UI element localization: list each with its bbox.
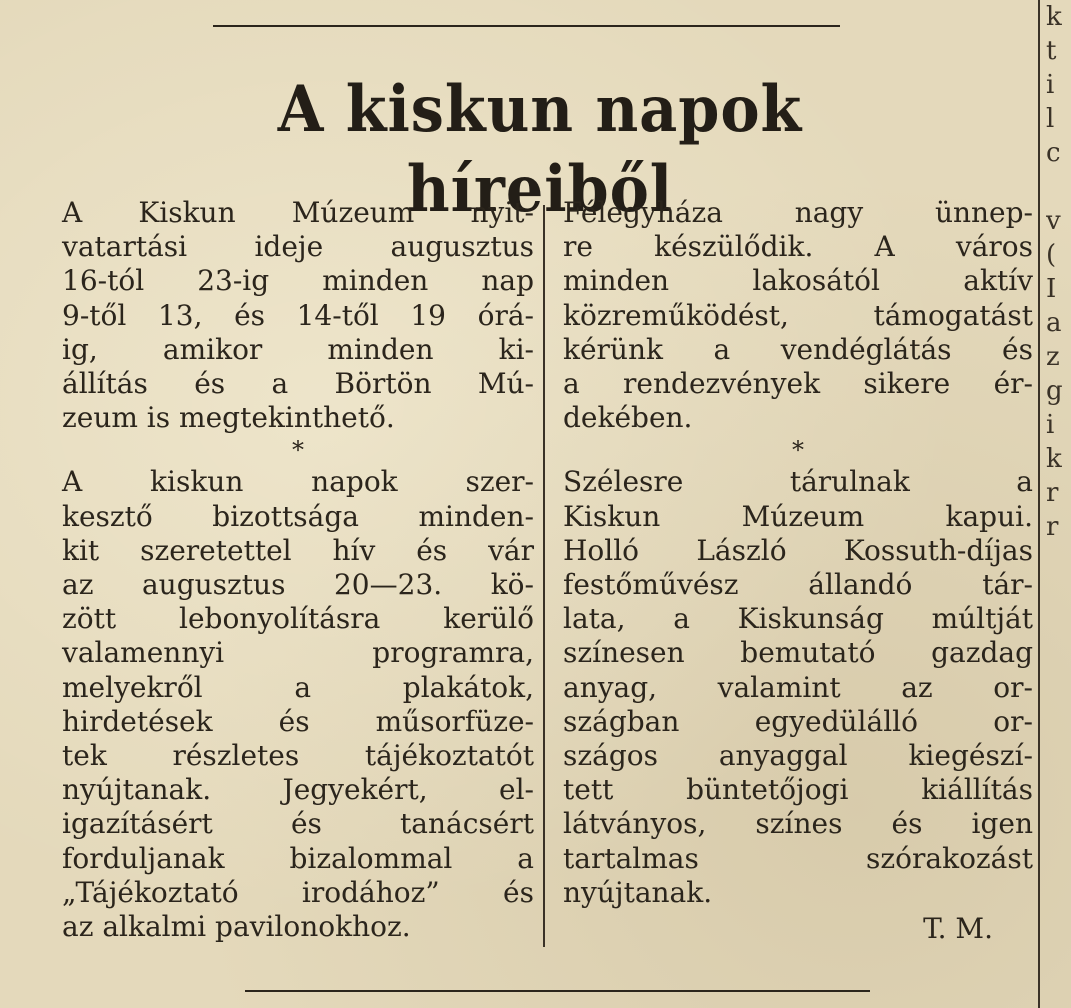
- text-line: tartalmas szórakozást: [563, 841, 1033, 875]
- headline: A kiskun napok híreiből: [277, 72, 803, 227]
- left-paragraph-2: [62, 465, 534, 944]
- edge-letter: [1046, 170, 1071, 204]
- edge-letter: c: [1046, 138, 1061, 168]
- text-line: állítás és a Börtön Mú-: [62, 367, 534, 401]
- text-line: Szélesre tárulnak a: [563, 465, 1033, 499]
- text-line: lata, a Kiskunság múltját: [563, 602, 1033, 636]
- bottom-rule: [245, 990, 870, 992]
- text-line: a rendezvények sikere ér-: [563, 367, 1033, 401]
- edge-letter: i: [1046, 410, 1055, 440]
- text-line: Holló László Kossuth-díjas: [563, 533, 1033, 567]
- text-line: festőművész állandó tár-: [563, 568, 1033, 602]
- text-line: melyekről a plakátok,: [62, 670, 534, 704]
- text-line: minden lakosától aktív: [563, 264, 1033, 298]
- author-signature: T. M.: [923, 912, 993, 946]
- right-column: [563, 196, 1033, 946]
- text-line: kit szeretettel hív és vár: [62, 533, 534, 567]
- text-line: Félegyháza nagy ünnep-: [563, 196, 1033, 229]
- right-paragraph-2: [563, 465, 1033, 910]
- edge-letter: k: [1046, 444, 1062, 474]
- top-rule: [213, 25, 840, 27]
- edge-letter: l: [1046, 104, 1055, 134]
- text-line: A kiskun napok szer-: [62, 465, 534, 499]
- right-border-rule: [1038, 0, 1040, 1008]
- asterisk-separator: *: [292, 436, 304, 465]
- column-divider: [543, 205, 545, 947]
- text-line: 9-től 13, és 14-től 19 órá-: [62, 298, 534, 332]
- text-line: zött lebonyolításra kerülő: [62, 602, 534, 636]
- text-line: közreműködést, támogatást: [563, 298, 1033, 332]
- text-line: kérünk a vendéglátás és: [563, 332, 1033, 366]
- text-line: nyújtanak. Jegyekért, el-: [62, 773, 534, 807]
- text-line: színesen bemutató gazdag: [563, 636, 1033, 670]
- left-paragraph-1: [62, 196, 534, 435]
- text-line: igazításért és tanácsért: [62, 807, 534, 841]
- text-line: valamennyi programra,: [62, 636, 534, 670]
- text-line: „Tájékoztató irodához” és: [62, 875, 534, 909]
- text-line: A Kiskun Múzeum nyit-: [62, 196, 534, 229]
- text-line: vatartási ideje augusztus: [62, 230, 534, 264]
- text-line: kesztő bizottsága minden-: [62, 499, 534, 533]
- text-line: forduljanak bizalommal a: [62, 841, 534, 875]
- text-line: Kiskun Múzeum kapui.: [563, 499, 1033, 533]
- edge-letter: r: [1046, 478, 1059, 508]
- text-line: zeum is megtekinthető.: [62, 401, 395, 435]
- text-line: 16-tól 23-ig minden nap: [62, 264, 534, 298]
- edge-letter: t: [1046, 36, 1057, 66]
- edge-letter: (: [1046, 240, 1057, 270]
- text-line: anyag, valamint az or-: [563, 670, 1033, 704]
- text-line: szágban egyedülálló or-: [563, 704, 1033, 738]
- adjacent-column-fragment: [1046, 0, 1071, 1008]
- text-line: szágos anyaggal kiegészí-: [563, 739, 1033, 773]
- edge-letter: i: [1046, 70, 1055, 100]
- edge-letter: z: [1046, 342, 1060, 372]
- text-line: az alkalmi pavilonokhoz.: [62, 910, 411, 944]
- text-line: tek részletes tájékoztatót: [62, 739, 534, 773]
- text-line: dekében.: [563, 401, 693, 435]
- edge-letter: k: [1046, 2, 1062, 32]
- text-line: nyújtanak.: [563, 875, 713, 909]
- left-column: [62, 196, 534, 944]
- edge-letter: g: [1046, 376, 1063, 406]
- edge-letter: a: [1046, 308, 1062, 338]
- edge-letter: v: [1046, 206, 1061, 236]
- text-line: re készülődik. A város: [563, 230, 1033, 264]
- text-line: az augusztus 20—23. kö-: [62, 568, 534, 602]
- text-line: látványos, színes és igen: [563, 807, 1033, 841]
- edge-letter: r: [1046, 512, 1059, 542]
- asterisk-separator: *: [792, 436, 804, 465]
- text-line: tett büntetőjogi kiállítás: [563, 773, 1033, 807]
- text-line: ig, amikor minden ki-: [62, 332, 534, 366]
- right-paragraph-1: [563, 196, 1033, 435]
- edge-letter: I: [1046, 274, 1057, 304]
- text-line: hirdetések és műsorfüze-: [62, 704, 534, 738]
